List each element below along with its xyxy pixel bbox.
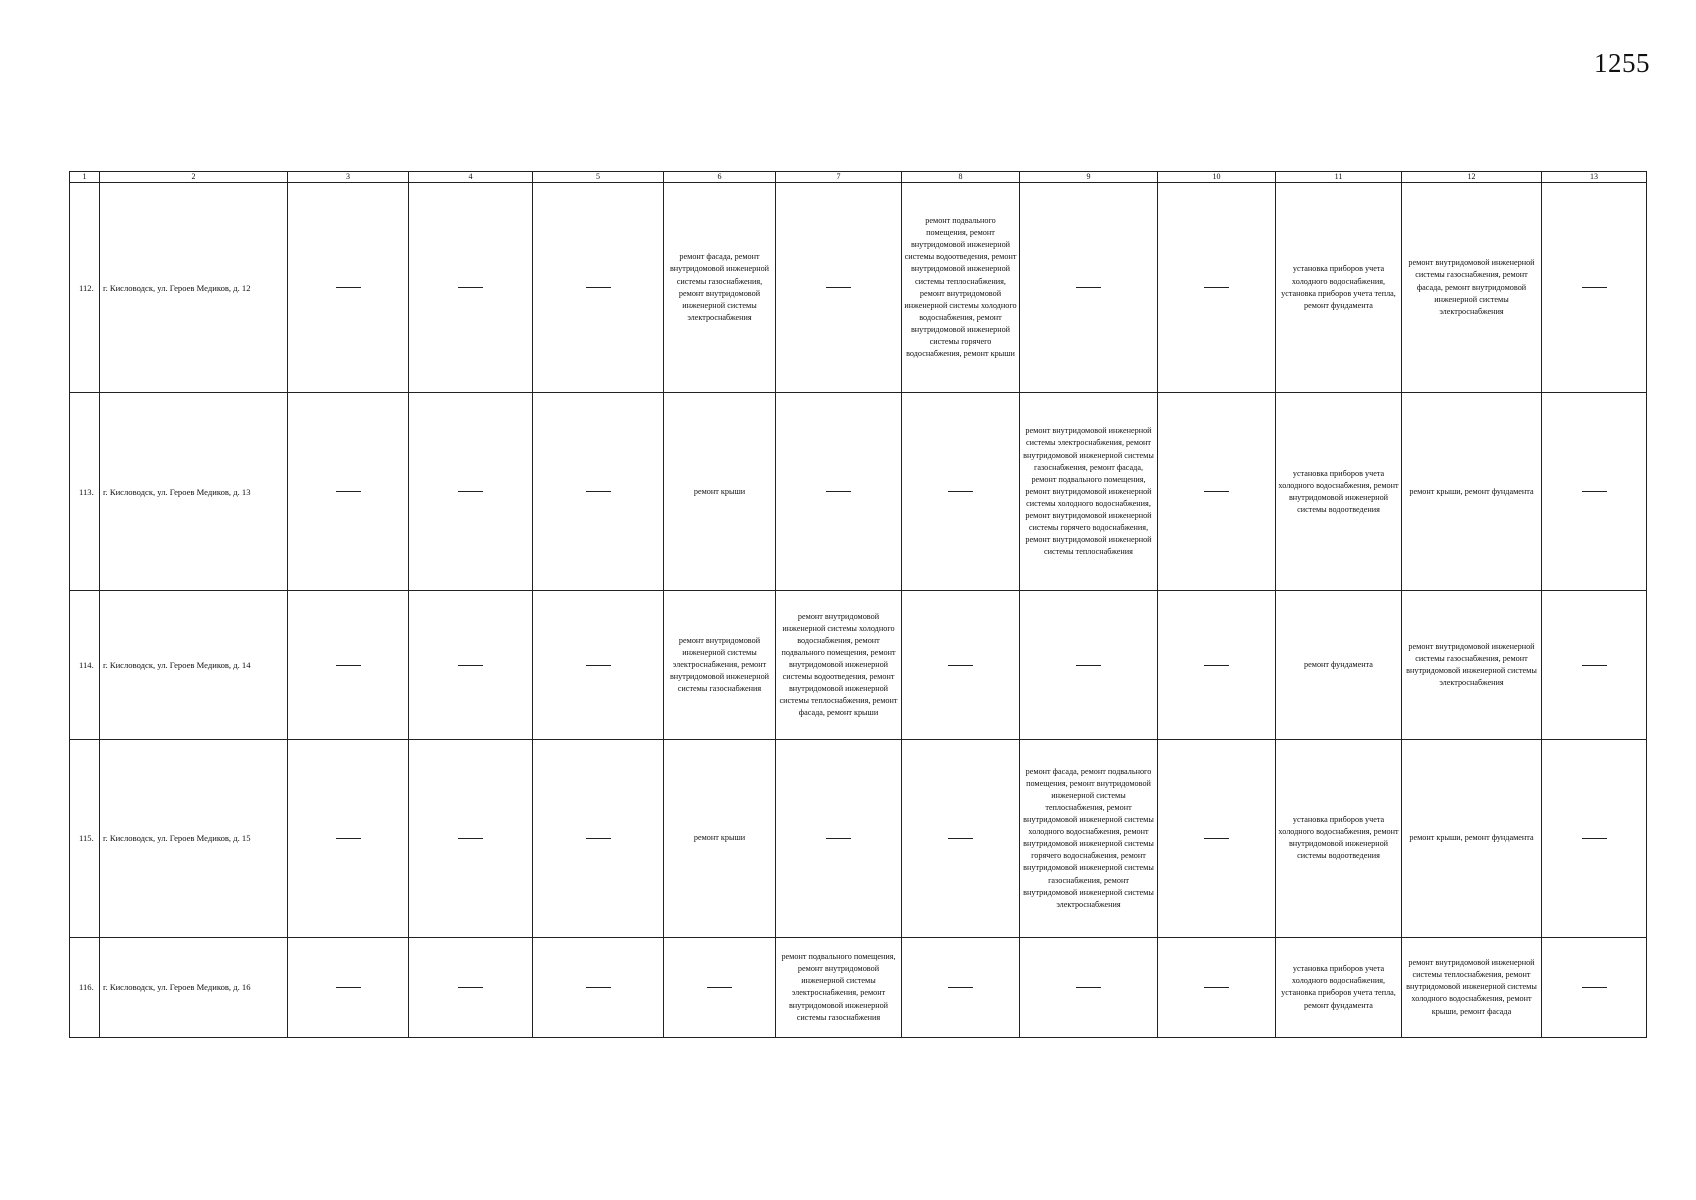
dash-mark (458, 665, 483, 666)
table-row (70, 183, 1647, 393)
column-number-header: 9 (1020, 172, 1158, 183)
work-description-cell: установка приборов учета холодного водоснабжения, ремонт внутридомовой инженерной системы водоотведения (1276, 739, 1402, 937)
work-description-cell: ремонт подвального помещения, ремонт внутридомовой инженерной системы водоотведения, ремонт внутридомовой инженерной системы теплоснабжения, ремонт внутридомовой инженерной системы холодного водоснабжения, ремонт внутридомовой инженерной системы горячего водоснабжения, ремонт крыши (902, 183, 1020, 393)
empty-cell (1542, 591, 1647, 739)
row-number: 115. (70, 739, 100, 937)
column-number-header: 10 (1158, 172, 1276, 183)
empty-cell (1158, 183, 1276, 393)
dash-mark (1204, 838, 1229, 839)
work-description-cell: ремонт крыши (664, 393, 776, 591)
empty-cell (1158, 393, 1276, 591)
column-number-header: 12 (1402, 172, 1542, 183)
empty-cell (1542, 937, 1647, 1037)
empty-cell (1542, 393, 1647, 591)
work-description-cell: ремонт крыши (664, 739, 776, 937)
empty-cell (533, 183, 664, 393)
dash-mark (1076, 287, 1101, 288)
address-cell: г. Кисловодск, ул. Героев Медиков, д. 15 (100, 739, 288, 937)
dash-mark (1204, 287, 1229, 288)
address-cell: г. Кисловодск, ул. Героев Медиков, д. 12 (100, 183, 288, 393)
work-description-cell: ремонт крыши, ремонт фундамента (1402, 739, 1542, 937)
work-description-cell: ремонт фасада, ремонт внутридомовой инженерной системы газоснабжения, ремонт внутридомовой инженерной системы электроснабжения (664, 183, 776, 393)
column-number-header: 4 (409, 172, 533, 183)
dash-mark (1204, 665, 1229, 666)
dash-mark (586, 491, 611, 492)
empty-cell (409, 591, 533, 739)
work-description-cell: ремонт внутридомовой инженерной системы газоснабжения, ремонт фасада, ремонт внутридомовой инженерной системы электроснабжения (1402, 183, 1542, 393)
column-number-header: 7 (776, 172, 902, 183)
dash-mark (586, 838, 611, 839)
dash-mark (1582, 491, 1607, 492)
work-description-cell: ремонт крыши, ремонт фундамента (1402, 393, 1542, 591)
empty-cell (1158, 739, 1276, 937)
work-description-cell: ремонт фасада, ремонт подвального помещения, ремонт внутридомовой инженерной системы теплоснабжения, ремонт внутридомовой инженерной системы холодного водоснабжения, ремонт внутридомовой инженерной системы горячего водоснабжения, ремонт внутридомовой инженерной системы газоснабжения, ремонт внутридомовой инженерной системы электроснабжения (1020, 739, 1158, 937)
work-description-cell: установка приборов учета холодного водоснабжения, установка приборов учета тепла, ремонт фундамента (1276, 183, 1402, 393)
dash-mark (1582, 987, 1607, 988)
column-number-header: 1 (70, 172, 100, 183)
empty-cell (1020, 591, 1158, 739)
work-description-cell: ремонт внутридомовой инженерной системы холодного водоснабжения, ремонт подвального помещения, ремонт внутридомовой инженерной системы водоотведения, ремонт внутридомовой инженерной системы теплоснабжения, ремонт фасада, ремонт крыши (776, 591, 902, 739)
empty-cell (288, 937, 409, 1037)
address-cell: г. Кисловодск, ул. Героев Медиков, д. 16 (100, 937, 288, 1037)
row-number: 114. (70, 591, 100, 739)
empty-cell (533, 393, 664, 591)
dash-mark (1204, 987, 1229, 988)
work-description-cell: ремонт внутридомовой инженерной системы электроснабжения, ремонт внутридомовой инженерной системы газоснабжения (664, 591, 776, 739)
empty-cell (776, 183, 902, 393)
empty-cell (902, 393, 1020, 591)
dash-mark (948, 491, 973, 492)
dash-mark (707, 987, 732, 988)
column-number-header: 5 (533, 172, 664, 183)
empty-cell (664, 937, 776, 1037)
dash-mark (948, 665, 973, 666)
work-description-cell: ремонт внутридомовой инженерной системы теплоснабжения, ремонт внутридомовой инженерной системы холодного водоснабжения, ремонт крыши, ремонт фасада (1402, 937, 1542, 1037)
dash-mark (336, 287, 361, 288)
dash-mark (586, 287, 611, 288)
repair-schedule-table (69, 171, 1647, 1038)
work-description-cell: ремонт подвального помещения, ремонт внутридомовой инженерной системы электроснабжения, ремонт внутридомовой инженерной системы газоснабжения (776, 937, 902, 1037)
dash-mark (948, 987, 973, 988)
dash-mark (1582, 665, 1607, 666)
work-description-cell: установка приборов учета холодного водоснабжения, установка приборов учета тепла, ремонт фундамента (1276, 937, 1402, 1037)
work-description-cell: ремонт внутридомовой инженерной системы газоснабжения, ремонт внутридомовой инженерной системы электроснабжения (1402, 591, 1542, 739)
dash-mark (826, 491, 851, 492)
column-number-header: 8 (902, 172, 1020, 183)
empty-cell (902, 739, 1020, 937)
table-row (70, 937, 1647, 1037)
empty-cell (409, 937, 533, 1037)
empty-cell (1020, 183, 1158, 393)
dash-mark (336, 838, 361, 839)
table-row (70, 591, 1647, 739)
empty-cell (1020, 937, 1158, 1037)
dash-mark (336, 491, 361, 492)
empty-cell (288, 183, 409, 393)
row-number: 113. (70, 393, 100, 591)
address-cell: г. Кисловодск, ул. Героев Медиков, д. 14 (100, 591, 288, 739)
work-description-cell: установка приборов учета холодного водоснабжения, ремонт внутридомовой инженерной системы водоотведения (1276, 393, 1402, 591)
page-number: 1255 (1594, 48, 1650, 78)
empty-cell (409, 739, 533, 937)
dash-mark (458, 287, 483, 288)
header-row (70, 172, 1647, 183)
dash-mark (586, 987, 611, 988)
row-number: 112. (70, 183, 100, 393)
empty-cell (288, 739, 409, 937)
empty-cell (1158, 937, 1276, 1037)
empty-cell (902, 937, 1020, 1037)
dash-mark (1076, 987, 1101, 988)
column-number-header: 11 (1276, 172, 1402, 183)
column-number-header: 3 (288, 172, 409, 183)
dash-mark (826, 287, 851, 288)
table-row (70, 393, 1647, 591)
dash-mark (826, 838, 851, 839)
column-number-header: 13 (1542, 172, 1647, 183)
empty-cell (533, 591, 664, 739)
empty-cell (1158, 591, 1276, 739)
dash-mark (336, 665, 361, 666)
dash-mark (1204, 491, 1229, 492)
empty-cell (409, 393, 533, 591)
row-number: 116. (70, 937, 100, 1037)
empty-cell (902, 591, 1020, 739)
dash-mark (458, 987, 483, 988)
work-description-cell: ремонт фундамента (1276, 591, 1402, 739)
empty-cell (776, 739, 902, 937)
empty-cell (1542, 183, 1647, 393)
dash-mark (1582, 287, 1607, 288)
address-cell: г. Кисловодск, ул. Героев Медиков, д. 13 (100, 393, 288, 591)
dash-mark (586, 665, 611, 666)
dash-mark (1582, 838, 1607, 839)
dash-mark (948, 838, 973, 839)
empty-cell (776, 393, 902, 591)
table-row (70, 739, 1647, 937)
empty-cell (288, 591, 409, 739)
empty-cell (533, 739, 664, 937)
empty-cell (409, 183, 533, 393)
empty-cell (288, 393, 409, 591)
empty-cell (533, 937, 664, 1037)
dash-mark (1076, 665, 1101, 666)
column-number-header: 2 (100, 172, 288, 183)
work-description-cell: ремонт внутридомовой инженерной системы электроснабжения, ремонт внутридомовой инженерной системы газоснабжения, ремонт фасада, ремонт подвального помещения, ремонт внутридомовой инженерной системы холодного водоснабжения, ремонт внутридомовой инженерной системы горячего водоснабжения, ремонт внутридомовой инженерной системы теплоснабжения (1020, 393, 1158, 591)
dash-mark (336, 987, 361, 988)
column-number-header: 6 (664, 172, 776, 183)
dash-mark (458, 838, 483, 839)
empty-cell (1542, 739, 1647, 937)
dash-mark (458, 491, 483, 492)
